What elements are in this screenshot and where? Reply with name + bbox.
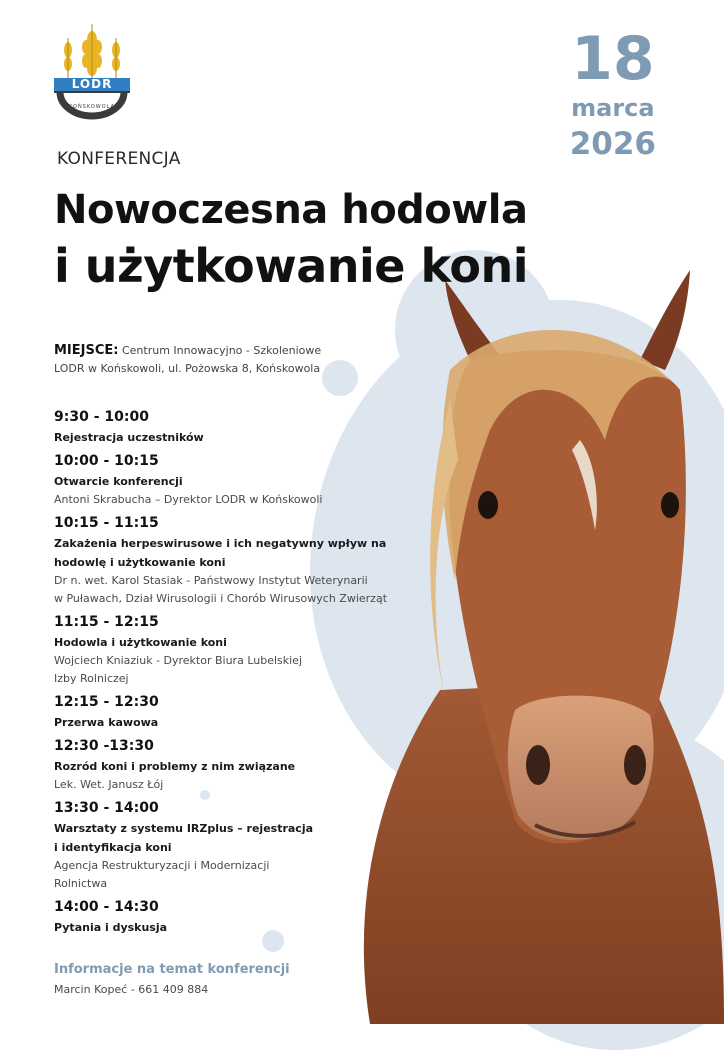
agenda-speaker: w Puławach, Dział Wirusologii i Chorób Wirusowych Zwierząt	[54, 592, 388, 605]
agenda-speaker: Rolnictwa	[54, 877, 108, 890]
agenda-time: 13:30 - 14:00	[54, 800, 159, 816]
venue-line-1: Centrum Innowacyjno - Szkoleniowe	[121, 344, 322, 357]
event-title	[54, 182, 528, 294]
agenda-time: 11:15 - 12:15	[54, 614, 159, 630]
agenda-speaker: Wojciech Kniaziuk - Dyrektor Biura Lubelskiej	[54, 654, 303, 667]
agenda-topic: Przerwa kawowa	[54, 716, 159, 729]
agenda-time: 12:15 - 12:30	[54, 694, 159, 710]
date-day: 18	[571, 24, 655, 94]
agenda-time: 9:30 - 10:00	[54, 409, 149, 425]
agenda-speaker: Antoni Skrabucha – Dyrektor LODR w Końskowoli	[54, 493, 323, 506]
agenda-item	[54, 451, 454, 509]
title-line-1: Nowoczesna hodowla	[54, 187, 528, 233]
logo-wordmark: LODR	[71, 77, 113, 91]
agenda-item	[54, 897, 454, 937]
agenda-item	[54, 612, 454, 688]
agenda-time: 10:00 - 10:15	[54, 453, 159, 469]
venue-line-2: LODR w Końskowoli, ul. Pożowska 8, Końskowola	[54, 362, 321, 375]
agenda	[54, 407, 454, 941]
lodr-logo	[52, 20, 132, 120]
agenda-topic: Rejestracja uczestników	[54, 431, 204, 444]
logo-ring-text: KOŃSKOWOLA	[69, 104, 115, 110]
agenda-topic: Otwarcie konferencji	[54, 475, 183, 488]
agenda-time: 14:00 - 14:30	[54, 899, 159, 915]
agenda-speaker: Izby Rolniczej	[54, 672, 129, 685]
agenda-speaker: Dr n. wet. Karol Stasiak - Państwowy Instytut Weterynarii	[54, 574, 368, 587]
event-date	[570, 26, 656, 164]
title-line-2: i użytkowanie koni	[54, 239, 528, 293]
agenda-topic: hodowlę i użytkowanie koni	[54, 556, 226, 569]
agenda-topic: Zakażenia herpeswirusowe i ich negatywny wpływ na	[54, 537, 387, 550]
agenda-time: 12:30 -13:30	[54, 738, 154, 754]
agenda-speaker: Agencja Restrukturyzacji i Modernizacji	[54, 859, 270, 872]
agenda-time: 10:15 - 11:15	[54, 515, 159, 531]
event-kicker: KONFERENCJA	[57, 149, 181, 169]
agenda-item	[54, 513, 454, 608]
agenda-topic: Hodowla i użytkowanie koni	[54, 636, 227, 649]
agenda-topic: Pytania i dyskusja	[54, 921, 168, 934]
venue-label: MIEJSCE:	[54, 343, 119, 358]
agenda-item	[54, 798, 454, 893]
agenda-item	[54, 736, 454, 794]
agenda-speaker: Lek. Wet. Janusz Łój	[54, 778, 164, 791]
contact-line: Marcin Kopeć - 661 409 884	[54, 983, 209, 996]
agenda-item	[54, 407, 454, 447]
info-heading: Informacje na temat konferencji	[54, 962, 290, 977]
date-month: marca	[571, 94, 655, 122]
date-year: 2026	[569, 126, 656, 162]
agenda-topic: Warsztaty z systemu IRZplus – rejestracja	[54, 822, 314, 835]
venue	[54, 342, 321, 378]
agenda-topic: i identyfikacja koni	[54, 841, 172, 854]
agenda-topic: Rozród koni i problemy z nim związane	[54, 760, 296, 773]
agenda-item	[54, 692, 454, 732]
info	[54, 960, 290, 1000]
